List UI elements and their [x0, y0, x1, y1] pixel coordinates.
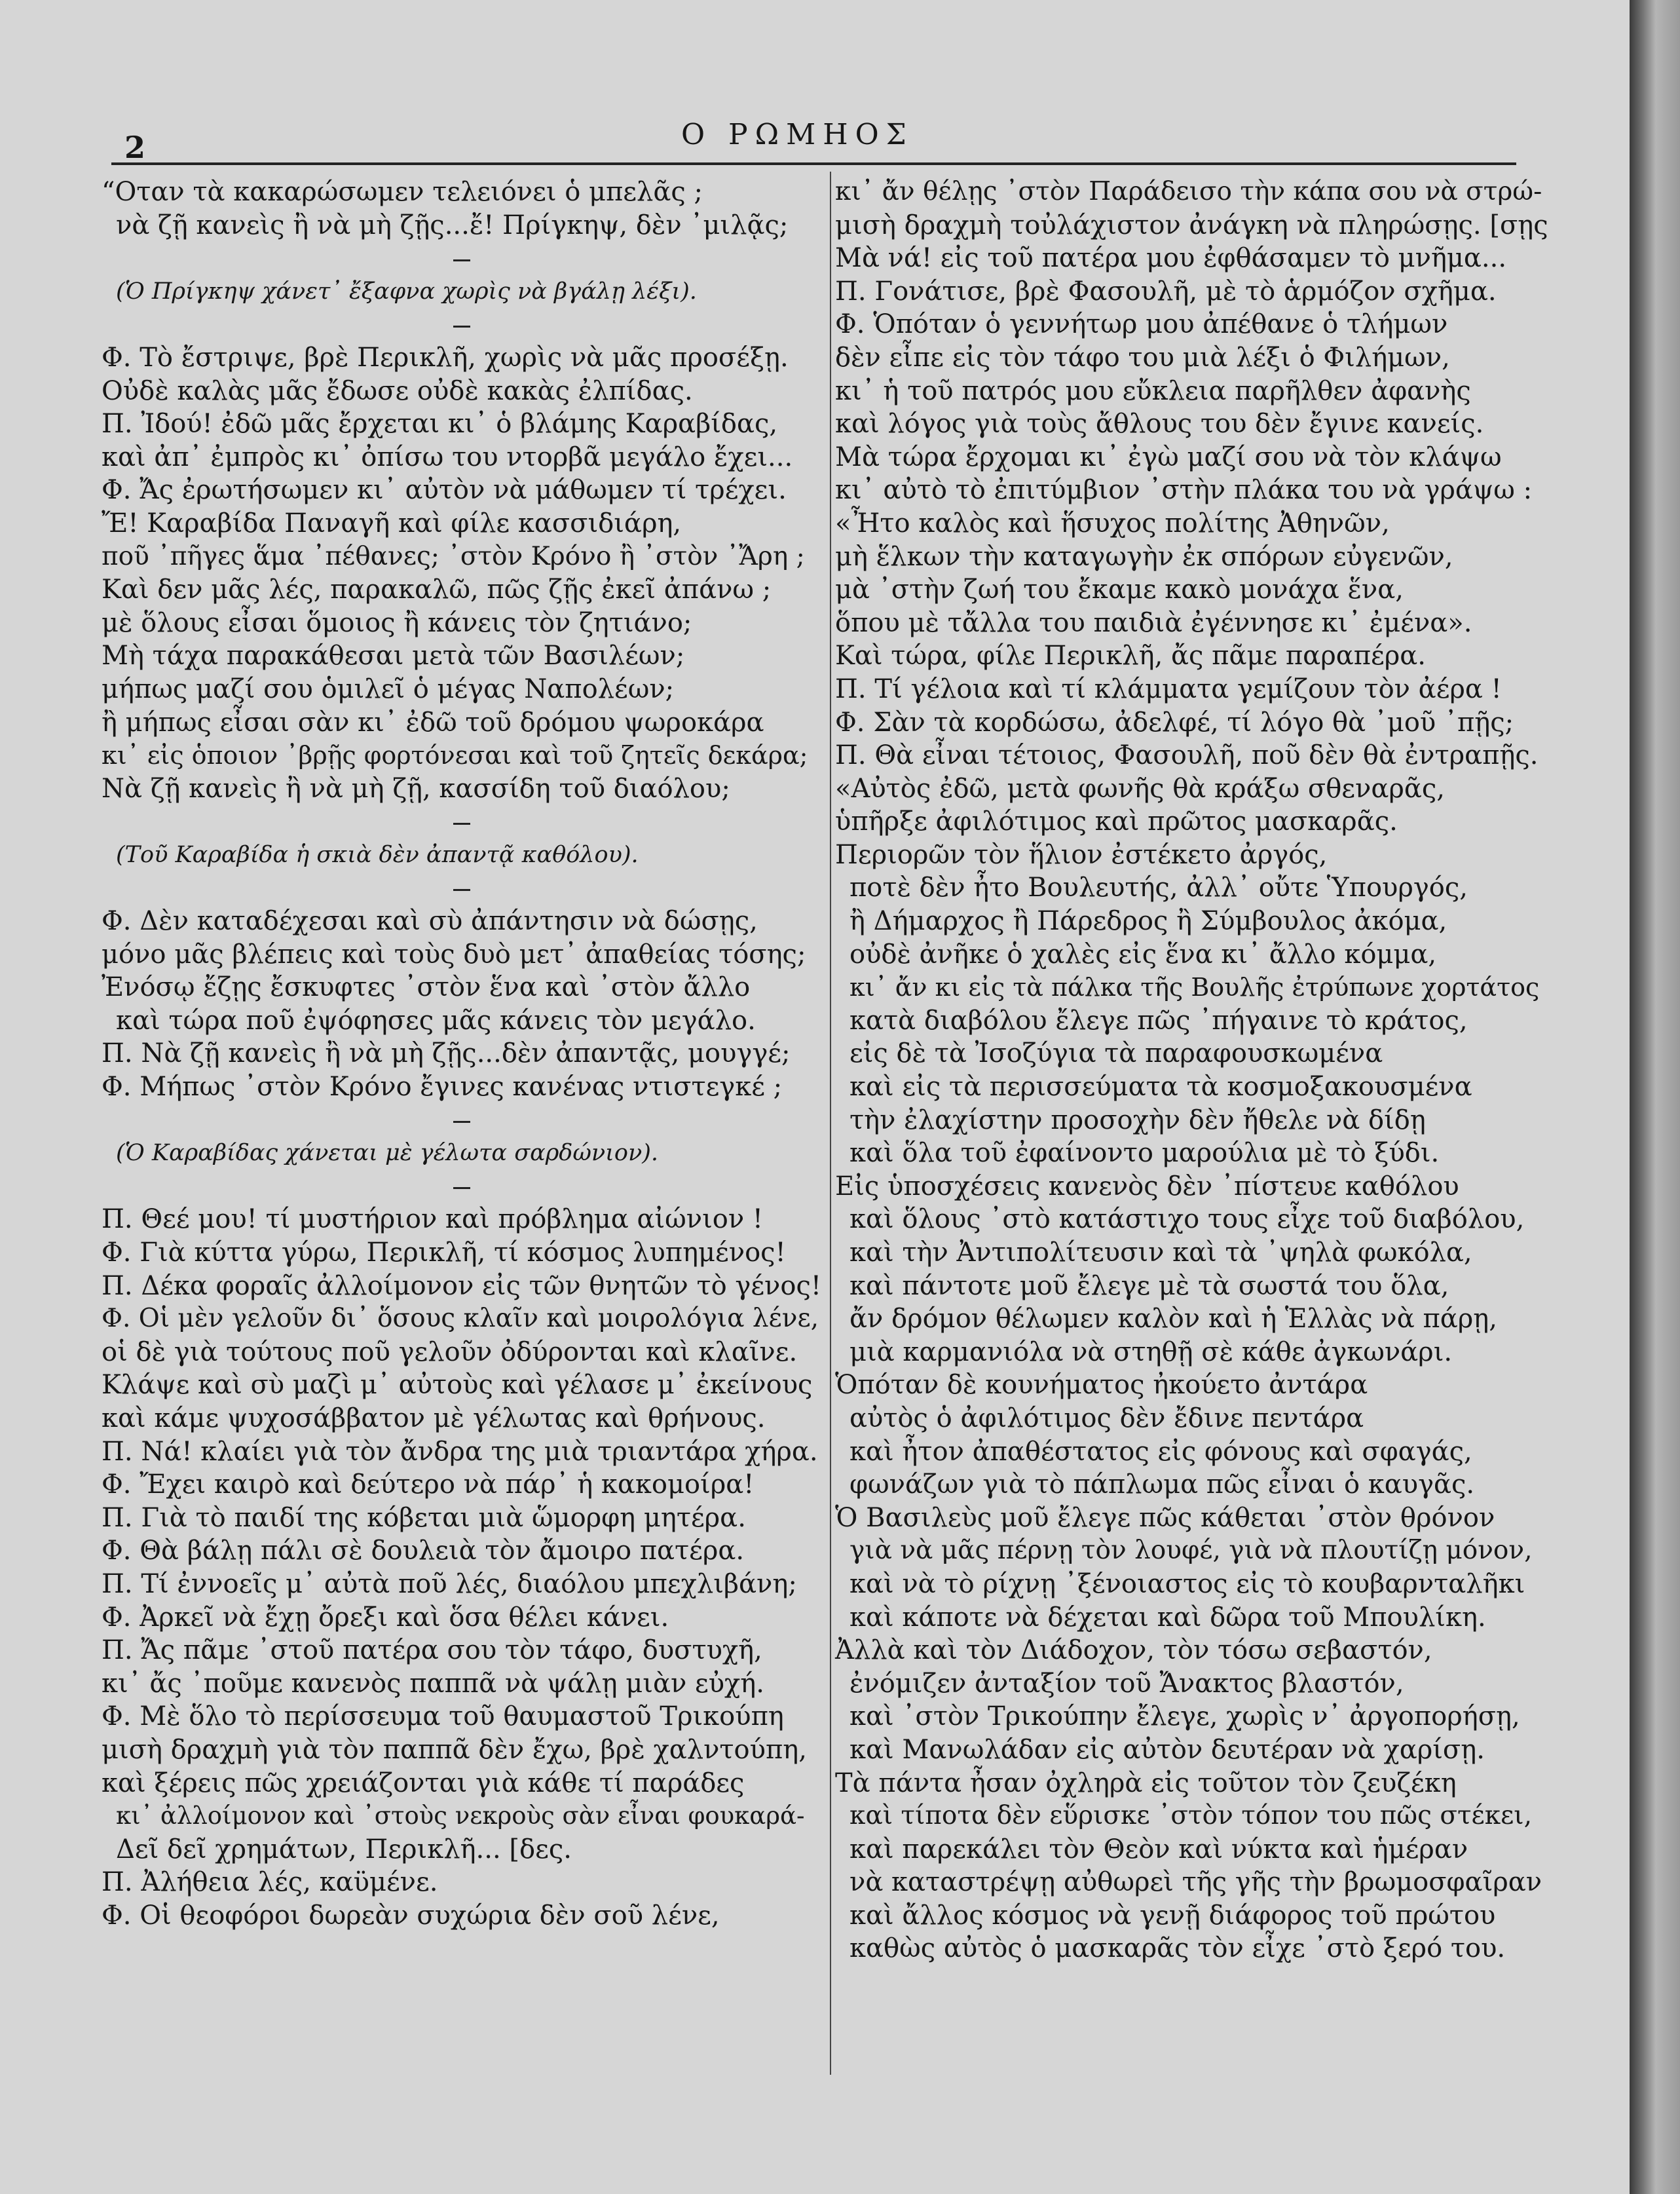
- verse-line: Φ. Δὲν καταδέχεσαι καὶ σὺ ἀπάντησιν νὰ δώσῃς,: [102, 906, 758, 937]
- stage-direction: (Τοῦ Καραβίδα ἡ σκιὰ δὲν ἀπαντᾷ καθόλου).: [116, 841, 639, 868]
- verse-line: μὴ ἕλκων τὴν καταγωγὴν ἐκ σπόρων εὐγενῶν,: [835, 541, 1453, 572]
- verse-line: Ἔ! Καραβίδα Παναγῆ καὶ φίλε κασσιδιάρη,: [102, 508, 682, 539]
- verse-line: μὲ ὅλους εἶσαι ὅμοιος ἢ κάνεις τὸν ζητιάνο;: [102, 607, 692, 638]
- verse-line: κι᾿ αὐτὸ τὸ ἐπιτύμβιον ᾿στὴν πλάκα του νὰ γράψω :: [835, 475, 1533, 506]
- verse-line: Εἰς ὑποσχέσεις κανενὸς δὲν ᾿πίστευε καθόλου: [835, 1171, 1459, 1201]
- verse-line: Φ. Σὰν τὰ κορδώσω, ἀδελφέ, τί λόγο θὰ ᾿μοῦ ᾿πῇς;: [835, 707, 1514, 738]
- section-dash: [102, 1170, 822, 1203]
- verse-line: καὶ τὴν Ἀντιπολίτευσιν καὶ τὰ ᾿ψηλὰ φωκόλα,: [849, 1238, 1472, 1268]
- verse-line: καὶ ᾿στὸν Τρικούπην ἔλεγε, χωρὶς ν᾿ ἀργοπορήσῃ,: [849, 1701, 1520, 1732]
- verse-line: καὶ κάμε ψυχοσάββατον μὲ γέλωτας καὶ θρήνους.: [102, 1403, 766, 1433]
- verse-line: ἐνόμιζεν ἀνταξίον τοῦ Ἄνακτος βλαστόν,: [849, 1668, 1404, 1699]
- verse-line: Π. Τί γέλοια καὶ τί κλάμματα γεμίζουν τὸν ἀέρα !: [835, 673, 1502, 704]
- verse-line: ποτὲ δὲν ἦτο Βουλευτής, ἀλλ᾿ οὔτε Ὑπουργός,: [849, 873, 1468, 903]
- verse-line: Κλάψε καὶ σὺ μαζὶ μ᾿ αὐτοὺς καὶ γέλασε μ᾿ ἐκείνους: [102, 1370, 813, 1401]
- stage-direction: (Ὁ Καραβίδας χάνεται μὲ γέλωτα σαρδώνιον).: [116, 1140, 659, 1167]
- verse-line: καὶ ἀπ᾿ ἐμπρὸς κι᾿ ὀπίσω του ντορβᾶ μεγάλο ἔχει...: [102, 442, 793, 472]
- verse-line: Καὶ τώρα, φίλε Περικλῆ, ἄς πᾶμε παραπέρα.: [835, 641, 1426, 671]
- verse-line: καὶ λόγος γιὰ τοὺς ἄθλους του δὲν ἔγινε κανείς.: [835, 409, 1484, 440]
- verse-line: οὐδὲ ἀνῆκε ὁ χαλὲς εἰς ἕνα κι᾿ ἄλλο κόμμα,: [849, 939, 1437, 970]
- verse-line: Μὰ νά! εἰς τοῦ πατέρα μου ἐφθάσαμεν τὸ μνῆμα...: [835, 243, 1507, 274]
- verse-line: μόνο μᾶς βλέπεις καὶ τοὺς δυὸ μετ᾿ ἀπαθείας τόσης;: [102, 939, 806, 970]
- verse-line: ὅπου μὲ τἄλλα του παιδιὰ ἐγέννησε κι᾿ ἐμένα».: [835, 607, 1472, 638]
- verse-line: καὶ ὅλα τοῦ ἐφαίνοντο μαρούλια μὲ τὸ ξύδι.: [849, 1138, 1440, 1169]
- column-divider: [830, 172, 831, 2075]
- verse-line: Φ. Ἀρκεῖ νὰ ἔχῃ ὄρεξι καὶ ὅσα θέλει κάνει.: [102, 1602, 669, 1633]
- section-dash: [102, 871, 822, 905]
- verse-line: μισὴ δραχμὴ γιὰ τὸν παππᾶ δὲν ἔχω, βρὲ χαλντούπη,: [102, 1734, 807, 1765]
- verse-line: Π. Ἰδού! ἐδῶ μᾶς ἔρχεται κι᾿ ὁ βλάμης Καραβίδας,: [102, 409, 778, 440]
- verse-line: νὰ καταστρέψῃ αὐθωρεὶ τῆς γῆς τὴν βρωμοσφαῖραν: [849, 1867, 1542, 1898]
- verse-line: μιὰ καρμανιόλα νὰ στηθῇ σὲ κάθε ἀγκωνάρι.: [849, 1336, 1453, 1367]
- verse-line: Μὴ τάχα παρακάθεσαι μετὰ τῶν Βασιλέων;: [102, 641, 685, 671]
- verse-line: καὶ παρεκάλει τὸν Θεὸν καὶ νύκτα καὶ ἡμέραν: [849, 1834, 1468, 1864]
- verse-line: Δεῖ δεῖ χρημάτων, Περικλῆ... [δες.: [116, 1834, 572, 1864]
- verse-line: καὶ εἰς τὰ περισσεύματα τὰ κοσμοξακουσμένα: [849, 1072, 1472, 1103]
- verse-line: αὐτὸς ὁ ἀφιλότιμος δὲν ἔδινε πεντάρα: [849, 1403, 1364, 1433]
- verse-line: καὶ νὰ τὸ ρίχνῃ ᾿ξένοιαστος εἰς τὸ κουβαρνταλῆκι: [849, 1568, 1525, 1599]
- dash-mark: [453, 259, 470, 261]
- verse-line: δὲν εἶπε εἰς τὸν τάφο του μιὰ λέξι ὁ Φιλήμων,: [835, 342, 1450, 373]
- verse-line: Π. Νὰ ζῇ κανεὶς ἢ νὰ μὴ ζῇς...δὲν ἀπαντᾷς, μουγγέ;: [102, 1038, 791, 1069]
- verse-line: Π. Νά! κλαίει γιὰ τὸν ἄνδρα της μιὰ τριαντάρα χήρα.: [102, 1436, 818, 1467]
- verse-line: Π. Γονάτισε, βρὲ Φασουλῆ, μὲ τὸ ἁρμόζον σχῆμα.: [835, 276, 1497, 307]
- dash-mark: [453, 1121, 470, 1123]
- verse-line: Φ. Τὸ ἔστριψε, βρὲ Περικλῆ, χωρὶς νὰ μᾶς προσέξῃ.: [102, 342, 789, 373]
- verse-line: Τὰ πάντα ἦσαν ὀχληρὰ εἰς τοῦτον τὸν ζευζέκη: [835, 1768, 1457, 1798]
- verse-line: Οὐδὲ καλὰς μᾶς ἔδωσε οὐδὲ κακὰς ἐλπίδας.: [102, 375, 693, 406]
- verse-line: ἢ μήπως εἶσαι σὰν κι᾿ ἐδῶ τοῦ δρόμου ψωροκάρα: [102, 707, 764, 738]
- verse-line: “Οταν τὰ κακαρώσωμεν τελειόνει ὁ μπελᾶς ;: [102, 177, 703, 207]
- verse-line: Φ. Ἔχει καιρὸ καὶ δεύτερο νὰ πάρ᾿ ἡ κακομοίρα!: [102, 1469, 755, 1500]
- verse-line: καὶ πάντοτε μοῦ ἔλεγε μὲ τὰ σωστά του ὅλα,: [849, 1270, 1449, 1301]
- dash-mark: [453, 1187, 470, 1189]
- verse-line: μήπως μαζί σου ὁμιλεῖ ὁ μέγας Ναπολέων;: [102, 673, 675, 704]
- verse-line: Π. Τί ἐννοεῖς μ᾿ αὐτὰ ποῦ λές, διαόλου μπεχλιβάνη;: [102, 1568, 797, 1599]
- verse-line: Φ. Ὁπόταν ὁ γεννήτωρ μου ἀπέθανε ὁ τλήμων: [835, 309, 1448, 340]
- section-dash: [102, 1104, 822, 1137]
- verse-line: κι᾿ ἄν θέλῃς ᾿στὸν Παράδεισο τὴν κάπα σου νὰ στρώ-: [835, 177, 1542, 206]
- right-column: [835, 176, 1549, 1965]
- verse-line: καὶ ὅλους ᾿στὸ κατάστιχο τους εἶχε τοῦ διαβόλου,: [849, 1204, 1525, 1235]
- verse-line: Φ. Γιὰ κύττα γύρω, Περικλῆ, τί κόσμος λυπημένος!: [102, 1238, 786, 1268]
- dash-mark: [453, 823, 470, 825]
- verse-line: Περιορῶν τὸν ἥλιον ἐστέκετο ἀργός,: [835, 839, 1328, 870]
- verse-line: καὶ Μανωλάδαν εἰς αὐτὸν δευτέραν νὰ χαρίσῃ.: [849, 1734, 1485, 1765]
- verse-line: Ὁ Βασιλεὺς μοῦ ἔλεγε πῶς κάθεται ᾿στὸν θρόνον: [835, 1502, 1495, 1533]
- section-dash: [102, 805, 822, 839]
- verse-line: φωνάζων γιὰ τὸ πάπλωμα πῶς εἶναι ὁ καυγᾶς.: [849, 1469, 1475, 1500]
- verse-line: ποῦ ᾿πῆγες ἅμα ᾿πέθανες; ᾿στὸν Κρόνο ἢ ᾿στὸν ᾿Ἄρη ;: [102, 541, 805, 571]
- verse-line: γιὰ νὰ μᾶς πέρνῃ τὸν λουφέ, γιὰ νὰ πλουτίζῃ μόνον,: [849, 1536, 1533, 1566]
- verse-line: κι᾿ εἰς ὁποιον ᾿βρῇς φορτόνεσαι καὶ τοῦ ζητεῖς δεκάρα;: [102, 741, 808, 770]
- verse-line: καὶ ἄλλος κόσμος νὰ γενῇ διάφορος τοῦ πρώτου: [849, 1900, 1496, 1931]
- verse-line: καθὼς αὐτὸς ὁ μασκαρᾶς τὸν εἶχε ᾿στὸ ξερό του.: [849, 1933, 1506, 1964]
- verse-line: Φ. Ἄς ἐρωτήσωμεν κι᾿ αὐτὸν νὰ μάθωμεν τί τρέχει.: [102, 475, 787, 506]
- stage-direction: (Ὁ Πρίγκηψ χάνετ᾿ ἔξαφνα χωρὶς νὰ βγάλῃ λέξι).: [116, 278, 697, 305]
- verse-line: καὶ τώρα ποῦ ἐψόφησες μᾶς κάνεις τὸν μεγάλο.: [116, 1005, 756, 1036]
- verse-line: εἰς δὲ τὰ Ἰσοζύγια τὰ παραφουσκωμένα: [849, 1038, 1383, 1069]
- verse-line: μισὴ δραχμὴ τοὐλάχιστον ἀνάγκη νὰ πληρώσῃς. [σῃς: [835, 210, 1548, 240]
- verse-line: Φ. Θὰ βάλῃ πάλι σὲ δουλειὰ τὸν ἄμοιρο πατέρα.: [102, 1536, 745, 1566]
- verse-line: καὶ ξέρεις πῶς χρειάζονται γιὰ κάθε τί παράδες: [102, 1768, 745, 1798]
- verse-line: νὰ ζῇ κανεὶς ἢ νὰ μὴ ζῇς...ἔ! Πρίγκηψ, δὲν ᾿μιλᾷς;: [116, 210, 789, 240]
- verse-line: καὶ τίποτα δὲν εὕρισκε ᾿στὸν τόπον του πῶς στέκει,: [849, 1801, 1532, 1831]
- verse-line: καὶ κάποτε νὰ δέχεται καὶ δῶρα τοῦ Μπουλίκη.: [849, 1602, 1486, 1633]
- verse-line: καὶ ἦτον ἀπαθέστατος εἰς φόνους καὶ σφαγάς,: [849, 1436, 1472, 1467]
- newspaper-title: Ο ΡΩΜΗΟΣ: [681, 118, 914, 151]
- verse-line: ἢ Δήμαρχος ἢ Πάρεδρος ἢ Σύμβουλος ἀκόμα,: [849, 906, 1447, 937]
- verse-line: Νὰ ζῇ κανεὶς ἢ νὰ μὴ ζῇ, κασσίδη τοῦ διαόλου;: [102, 773, 730, 804]
- verse-line: «Αὐτὸς ἐδῶ, μετὰ φωνῆς θὰ κράξω σθεναρᾶς,: [835, 773, 1445, 804]
- verse-line: κι᾿ ἄς ᾿ποῦμε κανενὸς παππᾶ νὰ ψάλῃ μιὰν εὐχή.: [102, 1668, 764, 1699]
- verse-line: κι᾿ ἡ τοῦ πατρός μου εὔκλεια παρῆλθεν ἀφανὴς: [835, 375, 1471, 406]
- verse-line: Π. Δέκα φοραῖς ἀλλοίμονον εἰς τῶν θνητῶν τὸ γένος!: [102, 1270, 821, 1301]
- header-rule: [111, 162, 1516, 165]
- verse-line: Ἀλλὰ καὶ τὸν Διάδοχον, τὸν τόσω σεβαστόν,: [835, 1635, 1432, 1666]
- dash-mark: [453, 326, 470, 328]
- book-binding-edge: [1630, 0, 1680, 2194]
- verse-line: κατὰ διαβόλου ἔλεγε πῶς ᾿πήγαινε τὸ κράτος,: [849, 1005, 1468, 1036]
- verse-line: Π. Γιὰ τὸ παιδί της κόβεται μιὰ ὥμορφη μητέρα.: [102, 1502, 746, 1533]
- verse-line: «Ἦτο καλὸς καὶ ἥσυχος πολίτης Ἀθηνῶν,: [835, 508, 1390, 539]
- verse-line: ἄν δρόμον θέλωμεν καλὸν καὶ ἡ Ἑλλὰς νὰ πάρῃ,: [849, 1304, 1497, 1334]
- section-dash: [102, 242, 822, 275]
- verse-line: Π. Θεέ μου! τί μυστήριον καὶ πρόβλημα αἰώνιον !: [102, 1204, 763, 1235]
- dash-mark: [453, 889, 470, 891]
- verse-line: Φ. Οἱ μὲν γελοῦν δι᾿ ὅσους κλαῖν καὶ μοιρολόγια λένε,: [102, 1304, 819, 1334]
- verse-line: Ὁπόταν δὲ κουνήματος ἠκούετο ἀντάρα: [835, 1370, 1368, 1401]
- verse-line: Ἐνόσῳ ἔζῃς ἔσκυφτες ᾿στὸν ἕνα καὶ ᾿στὸν ἄλλο: [102, 972, 751, 1003]
- left-column: [102, 176, 822, 1932]
- verse-line: Π. Ἄς πᾶμε ᾿στοῦ πατέρα σου τὸν τάφο, δυστυχῆ,: [102, 1635, 762, 1666]
- verse-line: Μὰ τώρα ἔρχομαι κι᾿ ἐγὼ μαζί σου νὰ τὸν κλάψω: [835, 442, 1502, 472]
- verse-line: τὴν ἐλαχίστην προσοχὴν δὲν ἤθελε νὰ δίδῃ: [849, 1105, 1426, 1135]
- section-dash: [102, 308, 822, 341]
- verse-line: Φ. Μὲ ὅλο τὸ περίσσευμα τοῦ θαυμαστοῦ Τρικούπη: [102, 1701, 784, 1732]
- verse-line: Καὶ δεν μᾶς λές, παρακαλῶ, πῶς ζῇς ἐκεῖ ἀπάνω ;: [102, 575, 772, 605]
- verse-line: κι᾿ ἀλλοίμονον καὶ ᾿στοὺς νεκροὺς σὰν εἶναι φουκαρά-: [116, 1802, 805, 1830]
- verse-line: Π. Θὰ εἶναι τέτοιος, Φασουλῆ, ποῦ δὲν θὰ ἐντραπῇς.: [835, 740, 1539, 771]
- verse-line: κι᾿ ἄν κι εἰς τὰ πάλκα τῆς Βουλῆς ἐτρύπωνε χορτάτος: [849, 973, 1540, 1002]
- verse-line: Π. Ἀλήθεια λές, καϋμένε.: [102, 1867, 438, 1898]
- verse-line: οἱ δὲ γιὰ τούτους ποῦ γελοῦν ὀδύρονται καὶ κλαῖνε.: [102, 1336, 798, 1367]
- page-number: 2: [124, 130, 146, 165]
- verse-line: ὑπῆρξε ἀφιλότιμος καὶ πρῶτος μασκαρᾶς.: [835, 806, 1398, 837]
- verse-line: Φ. Οἱ θεοφόροι δωρεὰν συχώρια δὲν σοῦ λένε,: [102, 1900, 720, 1931]
- verse-line: Φ. Μήπως ᾿στὸν Κρόνο ἔγινες κανένας ντιστεγκέ ;: [102, 1072, 783, 1103]
- verse-line: μὰ ᾿στὴν ζωή του ἔκαμε κακὸ μονάχα ἕνα,: [835, 575, 1404, 605]
